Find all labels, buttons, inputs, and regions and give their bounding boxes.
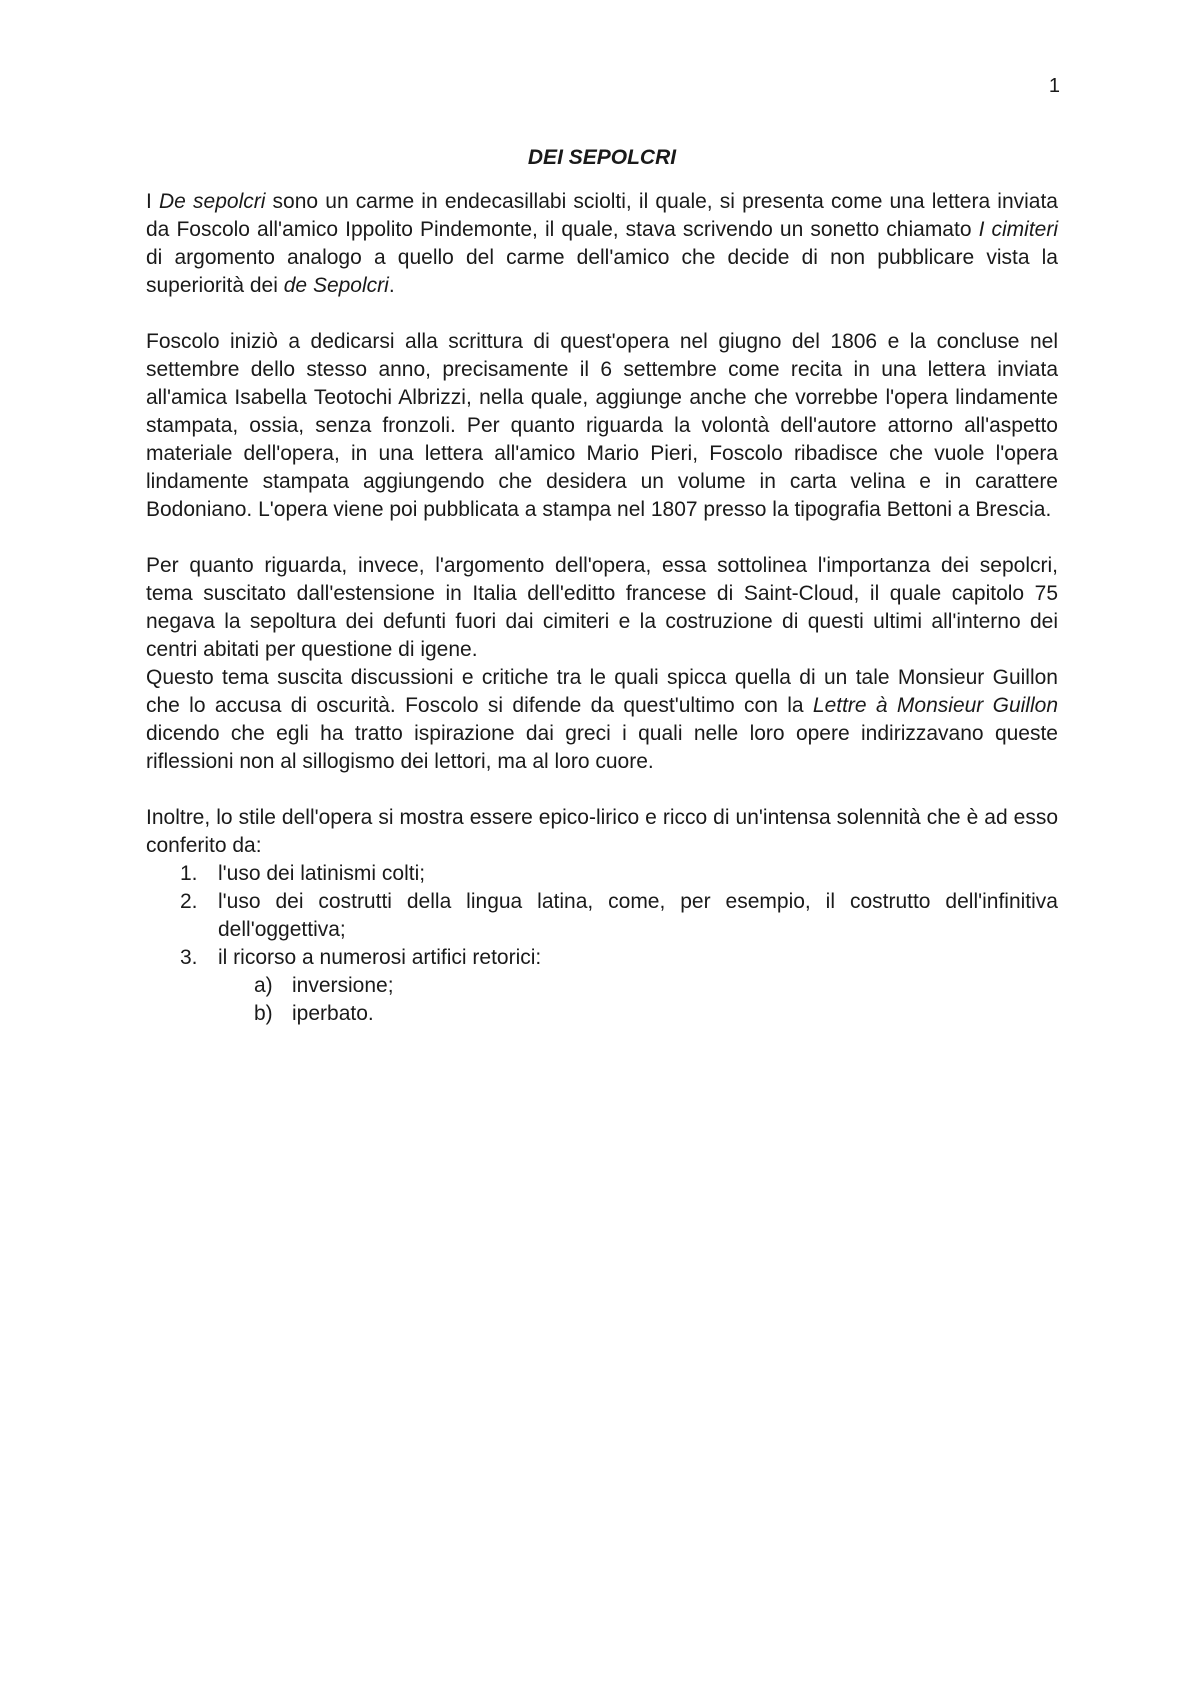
sublist-item xyxy=(146,1000,1058,1028)
list-item-text: l'uso dei latinismi colti; xyxy=(218,862,426,885)
intro-work-title-2: de Sepolcri xyxy=(283,274,389,297)
paragraph-style: Inoltre, lo stile dell'opera si mostra essere epico-lirico e ricco di un'intensa solennità che è ad esso conferito da: xyxy=(146,806,1058,857)
paragraph-spacer xyxy=(146,300,1058,328)
sublist-item-text: iperbato. xyxy=(292,1002,374,1025)
intro-work-title: De sepolcri xyxy=(159,190,266,213)
document-title: DEI SEPOLCRI xyxy=(527,146,677,169)
intro-text-a: I xyxy=(146,190,160,213)
intro-text-e: di argomento analogo a quello del carme dell'amico che decide di non pubblicare vista la superiorità dei xyxy=(146,246,1058,297)
intro-text-g: . xyxy=(388,274,395,297)
style-features-list xyxy=(146,860,1058,972)
paragraph-spacer xyxy=(146,524,1058,552)
paragraph-criticism xyxy=(146,664,1058,776)
criticism-letter-title: Lettre à Monsieur Guillon xyxy=(812,694,1058,717)
sublist-item xyxy=(146,972,1058,1000)
list-number: 1. xyxy=(180,862,198,885)
intro-sonnet-title: I cimiteri xyxy=(978,218,1059,241)
list-item-text: il ricorso a numerosi artifici retorici: xyxy=(218,946,542,969)
list-number: 3. xyxy=(180,946,198,969)
paragraph-argument: Per quanto riguarda, invece, l'argomento dell'opera, essa sottolinea l'importanza dei sepolcri, tema suscitato dall'estensione in Italia dell'editto francese di Saint-Cloud, il quale capitolo 75 negava la sepoltura dei defunti fuori dai cimiteri e la costruzione di questi ultimi all'interno dei centri abitati per questione di igene. xyxy=(146,554,1058,661)
sublist-item-text: inversione; xyxy=(292,974,394,997)
list-number: 2. xyxy=(180,890,198,913)
sublist-marker: b) xyxy=(254,1002,273,1025)
page-number: 1 xyxy=(1048,75,1060,97)
list-item-text: l'uso dei costrutti della lingua latina, come, per esempio, il costrutto dell'infinitiva dell'oggettiva; xyxy=(218,890,1058,941)
paragraph-spacer xyxy=(146,776,1058,804)
criticism-text-a: Questo tema suscita discussioni e critiche tra le quali spicca quella di un tale Monsieur Guillon che lo accusa di oscurità. Foscolo si difende da quest'ultimo con la xyxy=(146,666,1058,717)
list-item xyxy=(146,888,1058,944)
list-item xyxy=(146,944,1058,972)
paragraph-composition: Foscolo iniziò a dedicarsi alla scrittura di quest'opera nel giugno del 1806 e la concluse nel settembre dello stesso anno, precisamente il 6 settembre come recita in una lettera inviata all'amica Isabella Teotochi Albrizzi, nella quale, aggiunge anche che vorrebbe l'opera lindamente stampata, ossia, senza fronzoli. Per quanto riguarda la volontà dell'autore attorno all'aspetto materiale dell'opera, in una lettera all'amico Mario Pieri, Foscolo ribadisce che vuole l'opera lindamente stampata aggiungendo che desidera un volume in carta velina e in carattere Bodoniano. L'opera viene poi pubblicata a stampa nel 1807 presso la tipografia Bettoni a Brescia. xyxy=(146,330,1058,521)
intro-text-c: sono un carme in endecasillabi sciolti, il quale, si presenta come una lettera inviata da Foscolo all'amico Ippolito Pindemonte, il quale, stava scrivendo un sonetto chiamato xyxy=(146,190,1058,241)
document-body xyxy=(146,144,1058,1028)
list-item xyxy=(146,860,1058,888)
rhetorical-devices-sublist xyxy=(146,972,1058,1028)
sublist-marker: a) xyxy=(254,974,273,997)
criticism-text-c: dicendo che egli ha tratto ispirazione dai greci i quali nelle loro opere indirizzavano queste riflessioni non al sillogismo dei lettori, ma al loro cuore. xyxy=(146,722,1058,773)
paragraph-intro xyxy=(146,188,1058,300)
